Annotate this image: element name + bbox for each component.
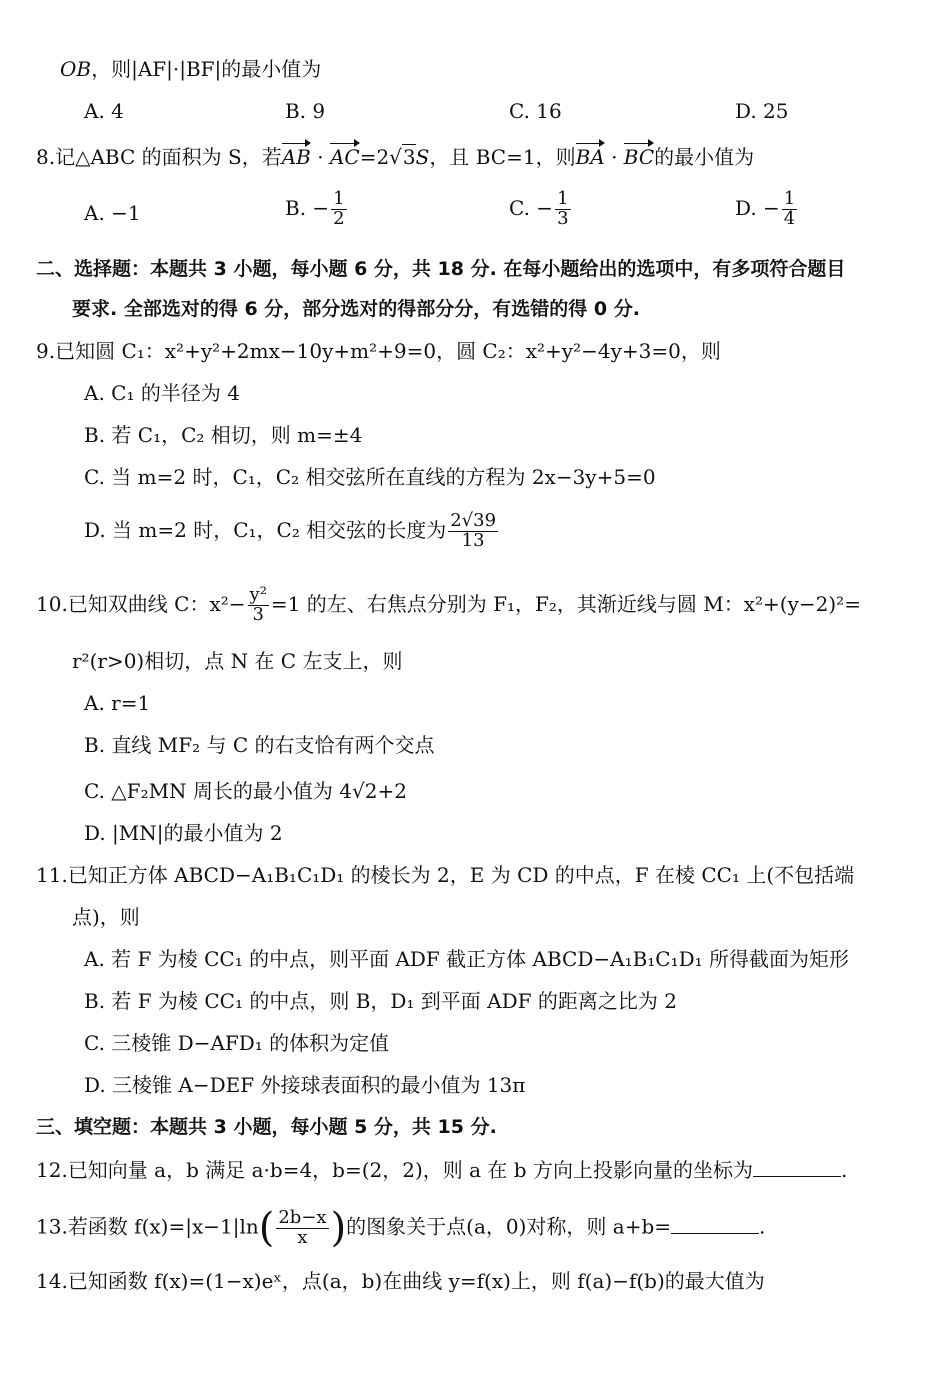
q11-option-d: D. 三棱锥 A−DEF 外接球表面积的最小值为 13π	[84, 1073, 526, 1097]
q9-option-a: A. C₁ 的半径为 4	[84, 381, 240, 405]
q13-fraction-num: 2b−x	[278, 1206, 327, 1228]
section2-heading-line2: 要求. 全部选对的得 6 分，部分选对的得部分分，有选错的得 0 分.	[72, 298, 640, 320]
q8-sqrt-sign: √	[389, 145, 402, 169]
q13-end: .	[759, 1214, 766, 1239]
q13-text-b: 的图象关于点(a，0)对称，则 a+b=	[346, 1214, 672, 1239]
q11-stem-line1	[36, 860, 854, 890]
q8-option-c-label: C. −	[509, 195, 554, 220]
q10-option-d: D. |MN|的最小值为 2	[84, 821, 283, 845]
q10-option-c: C. △F₂MN 周长的最小值为 4√2+2	[84, 779, 407, 803]
q8-option-c-fraction	[555, 190, 570, 229]
q8-s: S	[415, 145, 430, 169]
q11-option-b: B. 若 F 为棱 CC₁ 的中点，则 B，D₁ 到平面 ADF 的距离之比为 2	[84, 989, 677, 1013]
q8-option-b-fraction	[331, 190, 346, 229]
q10-stem-line1	[36, 586, 861, 625]
q8-vector-ab: AB	[282, 142, 311, 172]
q9-option-d-den: 13	[461, 529, 485, 551]
q12-text: 已知向量 a，b 满足 a·b=4，b=(2，2)，则 a 在 b 方向上投影向量的坐标为	[67, 1158, 753, 1182]
q10-option-b: B. 直线 MF₂ 与 C 的右支恰有两个交点	[84, 733, 435, 757]
q8-vector-ac: AC	[330, 142, 360, 172]
q10-fraction-num: y²	[249, 584, 267, 605]
q13-fraction	[276, 1206, 328, 1248]
q9-option-d	[84, 512, 500, 551]
q8-option-d-den: 4	[783, 207, 796, 229]
q11-number: 11.	[36, 863, 68, 887]
q8-option-c-num: 1	[557, 188, 569, 209]
q7-option-a: A. 4	[84, 99, 124, 123]
q8-option-a: A. −1	[84, 201, 141, 225]
q14-stem	[36, 1266, 765, 1296]
q7-segment-label: OB	[60, 57, 92, 81]
q9-stem-text: 已知圆 C₁：x²+y²+2mx−10y+m²+9=0，圆 C₂：x²+y²−4y+3=0，则	[55, 339, 721, 363]
q7-continuation	[60, 54, 321, 84]
q8-text-c: 的最小值为	[654, 145, 755, 169]
q12-answer-blank[interactable]	[753, 1154, 841, 1177]
q13-right-paren: )	[330, 1205, 347, 1251]
q8-option-c-den: 3	[557, 207, 569, 229]
q10-stem-b: =1 的左、右焦点分别为 F₁，F₂，其渐近线与圆 M：x²+(y−2)²=	[270, 591, 861, 616]
q11-stem-line2: 点)，则	[72, 905, 140, 929]
q8-option-d-num: 1	[783, 188, 796, 209]
q8-eq: =2	[359, 145, 390, 169]
q13-number: 13.	[36, 1214, 68, 1239]
q10-number: 10.	[36, 591, 68, 616]
q8-option-b	[285, 190, 349, 229]
q13-stem	[36, 1205, 766, 1251]
q10-stem-a: 已知双曲线 C：x²−	[67, 591, 246, 616]
q12-end: .	[840, 1158, 848, 1182]
q7-option-c: C. 16	[509, 99, 562, 123]
q9-option-c: C. 当 m=2 时，C₁，C₂ 相交弦所在直线的方程为 2x−3y+5=0	[84, 465, 656, 489]
q8-text-a: 记△ABC 的面积为 S，若	[55, 145, 282, 169]
q10-fraction	[248, 586, 269, 625]
q10-fraction-den: 3	[252, 603, 264, 625]
q9-stem	[36, 336, 721, 366]
q9-option-d-fraction	[448, 512, 498, 551]
q12-stem	[36, 1154, 847, 1185]
q8-option-d	[735, 190, 799, 229]
q8-number: 8.	[36, 145, 56, 169]
q7-question-text: ，则|AF|·|BF|的最小值为	[91, 57, 322, 81]
q8-option-b-label: B. −	[285, 195, 330, 220]
q13-fraction-den: x	[297, 1226, 308, 1248]
q8-option-d-fraction	[782, 190, 797, 229]
q13-left-paren: (	[258, 1205, 275, 1251]
q10-stem-line2: r²(r>0)相切，点 N 在 C 左支上，则	[72, 649, 403, 673]
q7-option-d: D. 25	[735, 99, 789, 123]
q9-option-d-text: D. 当 m=2 时，C₁，C₂ 相交弦的长度为	[84, 517, 447, 542]
q8-sqrt3: 3	[402, 145, 416, 169]
q8-vector-ba: BA	[576, 142, 605, 172]
q9-option-d-num: 2√39	[450, 510, 497, 531]
q8-option-b-den: 2	[333, 207, 345, 229]
q8-text-b: ，且 BC=1，则	[429, 145, 576, 169]
q8-option-d-label: D. −	[735, 195, 780, 220]
q14-text: 已知函数 f(x)=(1−x)eˣ，点(a，b)在曲线 y=f(x)上，则 f(a)−f(b)的最大值为	[67, 1269, 765, 1293]
q11-option-a: A. 若 F 为棱 CC₁ 的中点，则平面 ADF 截正方体 ABCD−A₁B₁C₁D₁ 所得截面为矩形	[84, 947, 850, 971]
section3-heading: 三、填空题：本题共 3 小题，每小题 5 分，共 15 分.	[36, 1116, 497, 1138]
section2-heading-line1: 二、选择题：本题共 3 小题，每小题 6 分，共 18 分. 在每小题给出的选项中，有多项符合题目	[36, 258, 846, 280]
q12-number: 12.	[36, 1158, 68, 1182]
q13-text-a: 若函数 f(x)=|x−1|ln	[67, 1214, 259, 1239]
q11-option-c: C. 三棱锥 D−AFD₁ 的体积为定值	[84, 1031, 390, 1055]
q9-number: 9.	[36, 339, 56, 363]
q9-option-b: B. 若 C₁，C₂ 相切，则 m=±4	[84, 423, 363, 447]
q8-vector-bc: BC	[624, 142, 654, 172]
q14-number: 14.	[36, 1269, 68, 1293]
q8-option-b-num: 1	[333, 188, 345, 209]
q11-stem-a: 已知正方体 ABCD−A₁B₁C₁D₁ 的棱长为 2，E 为 CD 的中点，F 在棱 CC₁ 上(不包括端	[67, 863, 855, 887]
q8-option-c	[509, 190, 573, 229]
q10-option-a: A. r=1	[84, 691, 151, 715]
q7-option-b: B. 9	[285, 99, 326, 123]
q13-answer-blank[interactable]	[671, 1211, 759, 1234]
q8-stem: 8.记△ABC 的面积为 S，若AB · AC=2√3S，且 BC=1，则BA · BC的最小值为	[36, 142, 754, 172]
